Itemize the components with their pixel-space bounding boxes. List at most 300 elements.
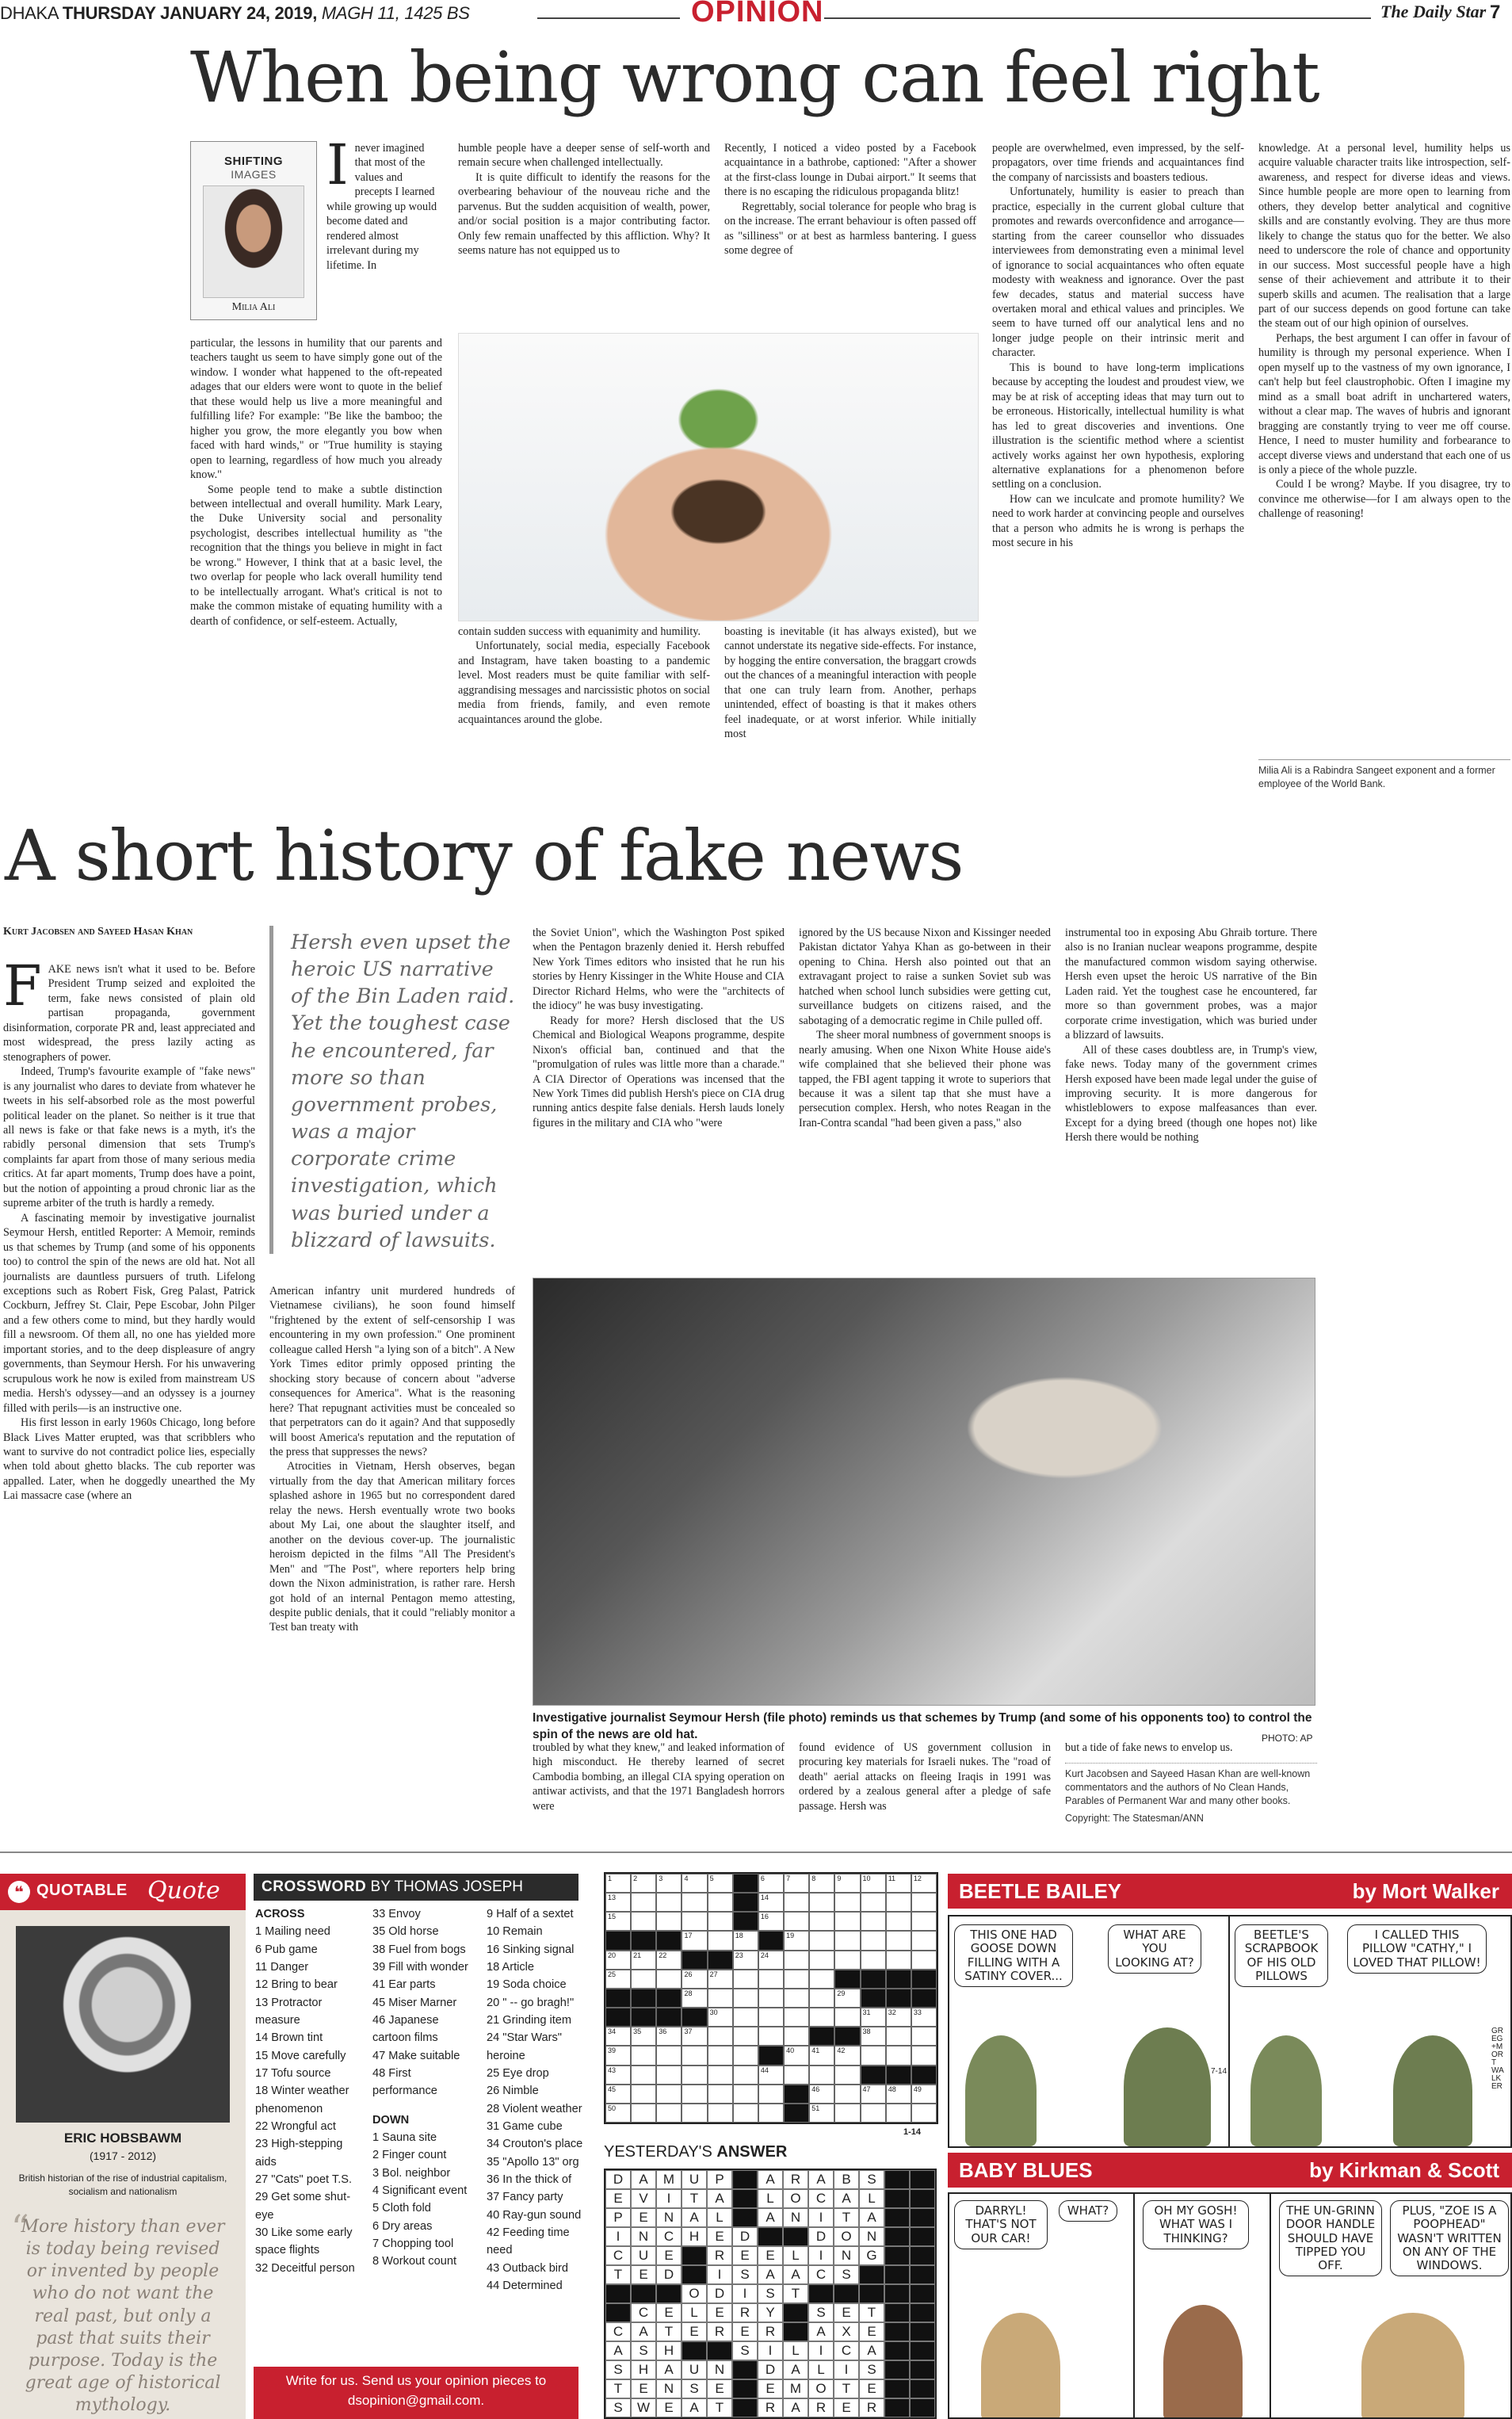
baby-blues-header — [948, 2153, 1512, 2188]
clue: 43 Outback bird — [487, 2261, 569, 2275]
answer-cell: E — [656, 2303, 682, 2322]
write-for-us-banner[interactable] — [254, 2367, 578, 2419]
answer-cell: X — [834, 2322, 859, 2341]
answer-cell — [910, 2208, 935, 2227]
crossword-cell — [656, 2008, 682, 2027]
answer-cell — [884, 2303, 910, 2322]
crossword-cell[interactable] — [784, 1970, 809, 1989]
city: DHAKA — [0, 3, 59, 23]
crossword-cell[interactable] — [911, 1951, 937, 1970]
clue: 48 First performance — [372, 2066, 437, 2098]
answer-cell: L — [808, 2360, 834, 2379]
answer-cell: A — [631, 2170, 656, 2189]
crossword-cell — [682, 1951, 707, 1970]
crossword-cell[interactable] — [733, 2085, 758, 2104]
clue: 16 Sinking signal — [487, 1943, 575, 1956]
clue-list — [255, 1923, 357, 2277]
crossword-cell[interactable] — [809, 1912, 834, 1931]
date: THURSDAY JANUARY 24, 2019, — [62, 3, 318, 23]
article1-headline[interactable]: When being wrong can feel right — [190, 36, 1319, 118]
crossword-cell[interactable] — [861, 2046, 886, 2065]
clue: 30 Like some early space flights — [255, 2226, 353, 2257]
crossword-cell[interactable] — [733, 2027, 758, 2046]
author-name: Milia Ali — [231, 301, 276, 313]
answer-cell: A — [783, 2265, 808, 2284]
crossword-cell[interactable] — [708, 1893, 733, 1912]
crossword-cell[interactable] — [784, 2066, 809, 2085]
crossword-cell[interactable] — [784, 1989, 809, 2008]
crossword-cell[interactable] — [834, 1951, 860, 1970]
crossword-cell[interactable] — [809, 1989, 834, 2008]
crossword-cell[interactable]: 11 — [886, 1874, 911, 1893]
header-rule-left — [537, 17, 680, 19]
crossword-cell[interactable] — [631, 2066, 656, 2085]
crossword-cell[interactable]: 30 — [708, 2008, 733, 2027]
crossword-cell[interactable]: 37 — [682, 2027, 707, 2046]
crossword-cell — [733, 1912, 758, 1931]
crossword-cell[interactable] — [656, 2066, 682, 2085]
crossword-cell[interactable]: 25 — [605, 1970, 631, 1989]
quote-bubble-icon: ❝ — [8, 1881, 30, 1903]
crossword-cell[interactable] — [733, 1970, 758, 1989]
answer-cell: N — [834, 2246, 859, 2265]
crossword-cell — [605, 1989, 631, 2008]
crossword-cell[interactable] — [834, 2104, 860, 2123]
crossword-cell — [631, 1931, 656, 1950]
crossword-cell[interactable]: 51 — [809, 2104, 834, 2123]
crossword-cell[interactable] — [911, 2027, 937, 2046]
crossword-cell[interactable] — [682, 2046, 707, 2065]
answer-cell: A — [758, 2208, 783, 2227]
crossword-cell — [708, 1951, 733, 1970]
answer-cell: A — [605, 2341, 631, 2360]
paragraph: Indeed, Trump's favourite example of "fake news" is any journalist who dares to deviate from whatever he tweets in his self-absorbed role as the most powerful political leader on the planet. So neither is it true that all news is fake or that fake news is a myth, it's the rabidly personal dimension that sets Trump's complaints far apart from those of many serious media critics. At far apart moments, Trump does have a point, but the notion of appointing a proud chronic liar as the supreme arbiter of the truth is hardly a remedy. — [3, 1065, 255, 1210]
crossword-cell[interactable]: 41 — [809, 2046, 834, 2065]
crossword-cell[interactable] — [861, 1931, 886, 1950]
crossword-cell[interactable] — [911, 1893, 937, 1912]
crossword-cell[interactable] — [861, 1893, 886, 1912]
crossword-cell[interactable]: 33 — [911, 2008, 937, 2027]
crossword-cell — [809, 2027, 834, 2046]
paragraph: It is quite difficult to identify the reasons for the overbearing behaviour of the nouveau riche and the parvenus. But the sudden acquisition of wealth, power, and/or social position is a major contributing factor. Only few remain unaffected by this affliction. Why? It seems nature has not equipped us to — [458, 170, 710, 258]
crossword-cell[interactable] — [861, 1912, 886, 1931]
crossword-cell[interactable] — [682, 2104, 707, 2123]
crossword-cell[interactable]: 14 — [758, 1893, 784, 1912]
page-header — [0, 0, 1512, 29]
answer-cell: E — [707, 2227, 732, 2246]
crossword-cell[interactable] — [784, 2008, 809, 2027]
answer-cell — [682, 2265, 707, 2284]
answer-cell: E — [656, 2246, 682, 2265]
crossword-cell[interactable] — [809, 1931, 834, 1950]
answer-cell: D — [808, 2227, 834, 2246]
answer-cell: E — [859, 2379, 884, 2398]
speech-bubble: WHAT ARE YOU LOOKING AT? — [1108, 1924, 1201, 1974]
column-author-box — [190, 141, 317, 320]
paragraph: Some people tend to make a subtle distinction between intellectual and overall humility. Mark Leary, the Duke University social and personality psychologist, describes intellectual humility as "the recognition that the things you believe in might in fact be wrong." However, I think that at a basic level, the two overlap for people who lack overall humility tend to be intellectually arrogant. What's critical is not to make the common mistake of equating humility with a dearth of confidence, or self-esteem. Actually, — [190, 483, 442, 628]
quote-author-name: ERIC HOBSBAWM — [63, 2130, 182, 2146]
crossword-cell[interactable]: 46 — [809, 2085, 834, 2104]
crossword-cell[interactable]: 5 — [708, 1874, 733, 1893]
crossword-cell[interactable] — [631, 2085, 656, 2104]
crossword-cell[interactable] — [708, 1989, 733, 2008]
crossword-cell[interactable] — [708, 2104, 733, 2123]
clues-column-2 — [372, 1905, 474, 2271]
paragraph: never imagined that most of the values and precepts I learned while growing up would become dated and rendered almost irrelevant during my lifetime. In — [326, 142, 437, 272]
answer-cell — [884, 2265, 910, 2284]
article1-col1-top — [326, 141, 442, 334]
crossword-cell — [886, 1970, 911, 1989]
answer-cell: E — [758, 2379, 783, 2398]
crossword-cell[interactable] — [733, 2066, 758, 2085]
crossword-cell[interactable] — [631, 1970, 656, 1989]
crossword-cell[interactable]: 36 — [656, 2027, 682, 2046]
clue: 34 Crouton's place — [487, 2138, 583, 2151]
crossword-cell[interactable]: 4 — [682, 1874, 707, 1893]
crossword-author: BY THOMAS JOSEPH — [370, 1878, 524, 1895]
crossword-cell[interactable] — [682, 2066, 707, 2085]
crossword-cell[interactable]: 20 — [605, 1951, 631, 1970]
crossword-cell[interactable]: 10 — [861, 1874, 886, 1893]
crossword-cell[interactable]: 38 — [861, 2027, 886, 2046]
crossword-cell[interactable] — [886, 2027, 911, 2046]
answer-cell: C — [834, 2341, 859, 2360]
crossword-cell[interactable]: 44 — [758, 2066, 784, 2085]
crossword-cell[interactable]: 21 — [631, 1951, 656, 1970]
crossword-cell[interactable]: 24 — [758, 1951, 784, 1970]
soldier-figure — [965, 2035, 1037, 2146]
answer-cell: S — [605, 2360, 631, 2379]
clue: 38 Fuel from bogs — [372, 1943, 466, 1956]
clue: 6 Pub game — [255, 1943, 318, 1956]
crossword-cell[interactable] — [656, 2046, 682, 2065]
crossword-cell[interactable] — [911, 1912, 937, 1931]
artist-signature: GREG+MORT WALKER — [1491, 2027, 1504, 2091]
answer-cell — [732, 2170, 758, 2189]
crossword-cell[interactable] — [758, 1989, 784, 2008]
write-for-us-text: Write for us. Send us your opinion pieces to — [285, 2373, 547, 2388]
paragraph: A fascinating memoir by investigative journalist Seymour Hersh, entitled Reporter: A Memoir, reminds us that schemes by Trump (and some of his opponents too) to control the spin of the news are old hat. Not all journalists are dauntless pursuers of truth. Lifelong exceptions such as Robert Fisk, Greg Palast, Patrick Cockburn, Jeffrey St. Clair, Pepe Escobar, John Pilger and a few others come to mind, but they hardly would fill a newsroom. Of them all, no one has yielded more important stories, and to the deep displeasure of angry governments, than Seymour Hersh. For his unwavering scrupulous work he now is exiled from mainstream US media. Hersh's odyssey—and an odyssey is a journey filled with perils—is an instructive one. — [3, 1211, 255, 1415]
paragraph: Perhaps, the best argument I can offer in favour of humility is through my personal experience. When I open myself up to the vastness of my own ignorance, I can't help but feel claustrophobic. Often I imagine my mind as a small boat adrift in unchartered waters, without a clear map. The waves of hubris and ignorant bragging are constantly trying to veer me off course. Hence, I need to muster humility and forbearance to accept diverse views and understand that each one of us is only a piece of the whole puzzle. — [1258, 331, 1510, 476]
clue: 47 Make suitable — [372, 2049, 460, 2062]
crossword-cell[interactable]: 3 — [656, 1874, 682, 1893]
crossword-cell[interactable] — [631, 1912, 656, 1931]
clue-list — [372, 1905, 474, 2100]
crossword-cell[interactable]: 16 — [758, 1912, 784, 1931]
answer-cell: O — [682, 2284, 707, 2303]
crossword-cell[interactable] — [708, 1931, 733, 1950]
crossword-cell[interactable] — [861, 1951, 886, 1970]
crossword-cell[interactable] — [733, 2046, 758, 2065]
crossword-cell[interactable]: 50 — [605, 2104, 631, 2123]
article2-col3-bottom — [533, 1741, 785, 1844]
dropcap: F — [3, 962, 42, 1018]
answer-cell: A — [758, 2170, 783, 2189]
crossword-cell[interactable]: 27 — [708, 1970, 733, 1989]
clue: 13 Protractor measure — [255, 1996, 323, 2027]
crossword-cell[interactable]: 17 — [682, 1931, 707, 1950]
crossword-cell[interactable]: 28 — [682, 1989, 707, 2008]
answer-cell — [605, 2303, 631, 2322]
answer-cell: C — [631, 2303, 656, 2322]
crossword-cell[interactable] — [758, 2085, 784, 2104]
crossword-cell[interactable]: 39 — [605, 2046, 631, 2065]
paragraph: the Soviet Union", which the Washington Post spiked when the Pentagon brazenly denied it. Hersh rebuffed New York Times editors who insisted that he run his stories by Henry Kissinger in the White House and CIA Director Richard Helms, who were the "architects of the idiocy" he was busy investigating. — [533, 927, 785, 1013]
crossword-cell[interactable] — [733, 2008, 758, 2027]
clue: 32 Deceitful person — [255, 2261, 355, 2275]
crossword-cell[interactable] — [708, 2027, 733, 2046]
clue: 21 Grinding item — [487, 2013, 572, 2027]
crossword-cell[interactable]: 26 — [682, 1970, 707, 1989]
crossword-cell[interactable] — [809, 1893, 834, 1912]
crossword-cell[interactable] — [784, 2027, 809, 2046]
answer-cell — [732, 2398, 758, 2417]
crossword-cell[interactable] — [911, 1931, 937, 1950]
answer-cell — [707, 2341, 732, 2360]
answer-cell — [910, 2227, 935, 2246]
crossword-cell — [784, 2104, 809, 2123]
crossword-cell[interactable] — [682, 1912, 707, 1931]
crossword-cell[interactable] — [886, 2046, 911, 2065]
crossword-cell[interactable] — [733, 1989, 758, 2008]
clue: 46 Japanese cartoon films — [372, 2013, 439, 2045]
crossword-cell[interactable]: 18 — [733, 1931, 758, 1950]
crossword-cell[interactable]: 47 — [861, 2085, 886, 2104]
answer-cell — [732, 2208, 758, 2227]
paragraph: found evidence of US government collusion in procuring key materials for Israeli nukes. The "road of death" aerial attacks on fleeing Iraqis in 1991 was ordered by a zealous general after a pledge of safe passage. Hersh was — [799, 1741, 1051, 1813]
answer-cell: S — [834, 2265, 859, 2284]
panel-divider — [1228, 1916, 1230, 2148]
answer-cell: R — [758, 2398, 783, 2417]
soldier-figure — [1124, 2027, 1211, 2146]
crossword-cell[interactable] — [682, 2085, 707, 2104]
answer-cell — [910, 2341, 935, 2360]
crossword-cell[interactable] — [861, 2104, 886, 2123]
clue: 25 Eye drop — [487, 2066, 549, 2080]
answer-cell: A — [682, 2398, 707, 2417]
crossword-cell[interactable]: 7 — [784, 1874, 809, 1893]
crossword-cell[interactable] — [834, 2085, 860, 2104]
crossword-cell[interactable]: 32 — [886, 2008, 911, 2027]
crossword-cell[interactable] — [708, 2066, 733, 2085]
submission-email[interactable]: dsopinion@gmail.com. — [347, 2392, 485, 2408]
answer-cell: I — [732, 2284, 758, 2303]
clue: 2 Finger count — [372, 2149, 447, 2162]
crossword-cell[interactable] — [784, 1951, 809, 1970]
page-number: 7 — [1490, 2, 1501, 23]
answer-cell: W — [631, 2398, 656, 2417]
speech-bubble: BEETLE'S SCRAPBOOK OF HIS OLD PILLOWS — [1235, 1924, 1328, 1987]
crossword-cell[interactable] — [834, 1931, 860, 1950]
crossword-cell — [911, 1970, 937, 1989]
clue: 23 High-stepping aids — [255, 2138, 343, 2169]
crossword-cell[interactable] — [656, 1970, 682, 1989]
crossword-cell[interactable] — [784, 1893, 809, 1912]
crossword-cell[interactable] — [631, 2046, 656, 2065]
crossword-cell[interactable] — [886, 1893, 911, 1912]
crossword-cell[interactable] — [834, 2008, 860, 2027]
clue: 18 Article — [487, 1960, 535, 1974]
dropcap: I — [326, 141, 349, 197]
crossword-cell — [784, 2085, 809, 2104]
answer-cell: N — [656, 2208, 682, 2227]
crossword-cell[interactable]: 8 — [809, 1874, 834, 1893]
crossword-cell[interactable]: 29 — [834, 1989, 860, 2008]
answer-cell: I — [808, 2341, 834, 2360]
crossword-cell[interactable] — [656, 2104, 682, 2123]
answer-cell — [884, 2170, 910, 2189]
crossword-cell[interactable] — [708, 2085, 733, 2104]
answer-cell: I — [808, 2208, 834, 2227]
crossword-cell[interactable] — [834, 1912, 860, 1931]
article2-copyright: Copyright: The Statesman/ANN — [1065, 1813, 1204, 1824]
crossword-cell[interactable] — [682, 1893, 707, 1912]
crossword-cell[interactable] — [886, 1912, 911, 1931]
article2-headline[interactable]: A short history of fake news — [5, 815, 963, 896]
answer-cell: E — [859, 2322, 884, 2341]
answer-cell — [605, 2284, 631, 2303]
speech-bubble: PLUS, "ZOE IS A POOPHEAD" WASN'T WRITTEN ON ANY OF THE WINDOWS. — [1390, 2200, 1509, 2276]
paragraph: The sheer moral numbness of government snoops is nearly amusing. When one Nixon White House aide's wife complained that she believed their phone was tapped, the FBI agent tapping it wrote to superiors that because it was a silent tap that she must have a persecution complex. Hersh, who notes Reagan in the Iran-Contra scandal "had been given a pass," also — [799, 1029, 1051, 1129]
crossword-cell[interactable] — [733, 2104, 758, 2123]
beetle-bailey-header — [948, 1874, 1512, 1909]
crossword-cell[interactable]: 48 — [886, 2085, 911, 2104]
clue: 15 Move carefully — [255, 2049, 346, 2062]
crossword-cell — [834, 1970, 860, 1989]
crossword-cell[interactable]: 23 — [733, 1951, 758, 1970]
article2-col1 — [3, 962, 255, 1842]
answer-cell — [884, 2284, 910, 2303]
crossword-cell[interactable] — [758, 2104, 784, 2123]
clue: 27 "Cats" poet T.S. — [255, 2173, 353, 2186]
crossword-cell[interactable]: 19 — [784, 1931, 809, 1950]
answer-cell: I — [605, 2227, 631, 2246]
clue: 19 Soda choice — [487, 1978, 567, 1992]
paragraph: humble people have a deeper sense of self-worth and remain secure when challenged intellectually. — [458, 142, 710, 170]
answer-cell: C — [808, 2189, 834, 2208]
crossword-cell — [682, 2008, 707, 2027]
baby-blues-strip — [948, 2192, 1512, 2419]
crossword-cell[interactable]: 31 — [861, 2008, 886, 2027]
crossword-cell[interactable]: 40 — [784, 2046, 809, 2065]
answer-cell: A — [808, 2322, 834, 2341]
crossword-cell[interactable] — [631, 1893, 656, 1912]
crossword-cell — [656, 1989, 682, 2008]
answer-cell — [732, 2379, 758, 2398]
paragraph: This is bound to have long-term implications because by accepting the loudest and proudest view, we may be at risk of accepting ideas that may turn out to be erroneous. Historically, intellectual humility is what has led to great discoveries and inventions. One illustration is the scientific method where a scientist actively works against her own hypothesis, exploring alternative explanations for a phenomenon before settling on a conclusion. — [992, 361, 1244, 491]
answer-cell — [910, 2322, 935, 2341]
crossword-cell — [758, 2046, 784, 2065]
crossword-cell[interactable] — [656, 1912, 682, 1931]
crossword-cell[interactable]: 1 — [605, 1874, 631, 1893]
answer-cell — [910, 2189, 935, 2208]
crossword-cell[interactable]: 34 — [605, 2027, 631, 2046]
answer-cell: T — [656, 2322, 682, 2341]
crossword-cell[interactable] — [911, 2046, 937, 2065]
crossword-cell[interactable]: 15 — [605, 1912, 631, 1931]
crossword-cell[interactable] — [911, 2104, 937, 2123]
clue: 14 Brown tint — [255, 2031, 323, 2045]
crossword-cell[interactable] — [809, 1970, 834, 1989]
clue: 40 Ray-gun sound — [487, 2208, 582, 2222]
crossword-grid[interactable] — [604, 1872, 938, 2124]
answer-cell: A — [707, 2189, 732, 2208]
crossword-cell[interactable] — [809, 1951, 834, 1970]
crossword-cell[interactable] — [784, 1912, 809, 1931]
crossword-cell[interactable] — [708, 1912, 733, 1931]
photo-caption: Investigative journalist Seymour Hersh (file photo) reminds us that schemes by Trump (and some of his opponents too) to control the spin of the news are old hat. — [533, 1711, 1312, 1741]
answer-cell: E — [631, 2265, 656, 2284]
clue: 1 Sauna site — [372, 2130, 437, 2144]
quote-author-description: British historian of the rise of industrial capitalism, socialism and nationalism — [18, 2173, 227, 2197]
crossword-cell[interactable]: 12 — [911, 1874, 937, 1893]
answer-cell: E — [732, 2246, 758, 2265]
crossword-cell[interactable] — [708, 2046, 733, 2065]
answer-cell — [884, 2322, 910, 2341]
article1-col4 — [992, 141, 1244, 791]
clue: 35 "Apollo 13" org — [487, 2155, 579, 2169]
crossword-cell[interactable]: 6 — [758, 1874, 784, 1893]
crossword-cell — [605, 2008, 631, 2027]
crossword-cell[interactable]: 45 — [605, 2085, 631, 2104]
crossword-cell[interactable] — [886, 1951, 911, 1970]
crossword-cell[interactable] — [886, 1931, 911, 1950]
answer-cell: C — [808, 2265, 834, 2284]
answer-cell — [783, 2227, 808, 2246]
crossword-cell[interactable]: 9 — [834, 1874, 860, 1893]
crossword-cell[interactable]: 42 — [834, 2046, 860, 2065]
crossword-cell[interactable] — [656, 2085, 682, 2104]
clue: 4 Significant event — [372, 2184, 468, 2197]
crossword-cell — [631, 1989, 656, 2008]
crossword-cell[interactable] — [758, 1970, 784, 1989]
crossword-cell[interactable] — [809, 2066, 834, 2085]
article1-col2-bottom — [458, 625, 710, 793]
comic-title: BEETLE BAILEY — [959, 1879, 1122, 1903]
crossword-cell[interactable] — [656, 1893, 682, 1912]
crossword-cell[interactable]: 2 — [631, 1874, 656, 1893]
crossword-cell[interactable]: 43 — [605, 2066, 631, 2085]
crossword-cell[interactable] — [834, 2066, 860, 2085]
crossword-cell[interactable] — [809, 2008, 834, 2027]
crossword-cell[interactable] — [631, 2104, 656, 2123]
quote-author-years: (1917 - 2012) — [89, 2150, 157, 2162]
paragraph: but a tide of fake news to envelop us. — [1065, 1741, 1233, 1754]
crossword-cell — [733, 1874, 758, 1893]
answer-cell: I — [808, 2246, 834, 2265]
article1-col3-top — [724, 141, 976, 331]
answer-cell: I — [656, 2189, 682, 2208]
answer-cell: L — [707, 2208, 732, 2227]
crossword-cell[interactable]: 35 — [631, 2027, 656, 2046]
paragraph: Could I be wrong? Maybe. If you disagree, try to convince me otherwise—for I am always open to the challenge of reasoning! — [1258, 478, 1510, 521]
crossword-cell[interactable] — [758, 2027, 784, 2046]
clue: 36 In the thick of — [487, 2173, 572, 2186]
crossword-cell[interactable] — [886, 2104, 911, 2123]
crossword-cell[interactable]: 13 — [605, 1893, 631, 1912]
crossword-cell[interactable] — [834, 1893, 860, 1912]
article1-col3-bottom — [724, 625, 976, 793]
answer-cell — [910, 2246, 935, 2265]
article1-col2-top — [458, 141, 710, 331]
crossword-cell[interactable] — [758, 2008, 784, 2027]
crossword-cell[interactable]: 49 — [911, 2085, 937, 2104]
clues-column-1 — [255, 1905, 357, 2277]
crossword-cell — [911, 1989, 937, 2008]
answer-cell — [859, 2265, 884, 2284]
crossword-title: CROSSWORD — [262, 1878, 367, 1895]
crossword-cell[interactable]: 22 — [656, 1951, 682, 1970]
